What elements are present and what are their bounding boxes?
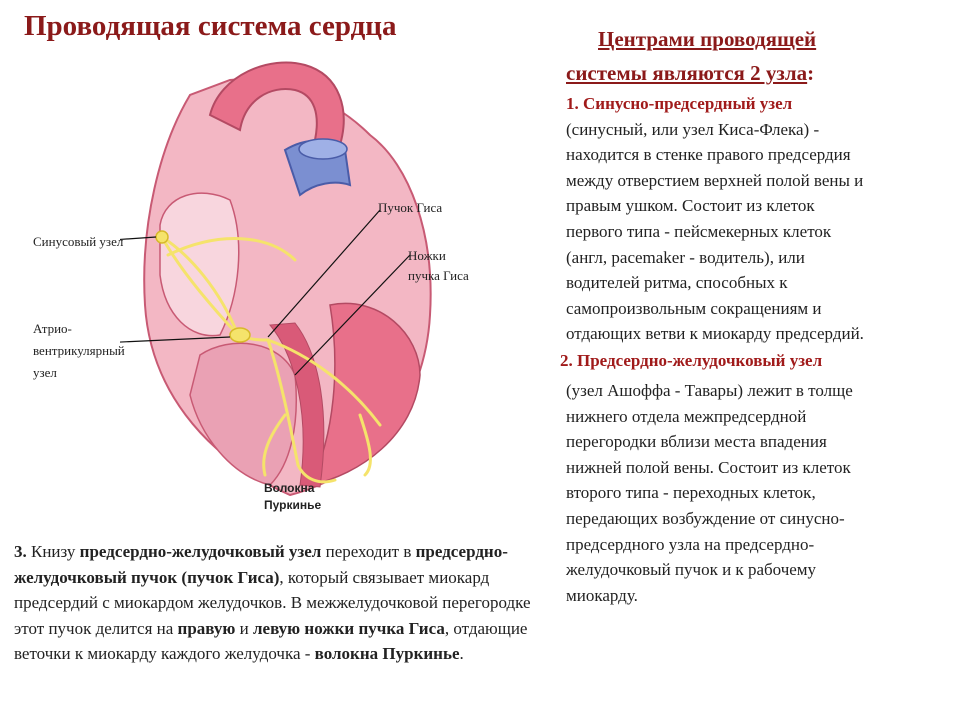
section3-bold: волокна Пуркинье [314, 644, 460, 664]
section-sinoatrial [566, 91, 946, 347]
section1-line: первого типа - пейсмекерных клеток [566, 221, 832, 241]
right-ventricle [190, 343, 296, 485]
section1-line: (синусный, или узел Киса-Флека) - [566, 119, 820, 139]
section3-text: и [235, 618, 253, 638]
section3-bold: предсердно-желудочковый узел [79, 542, 322, 561]
label-purkinje: Волокна Пуркинье [264, 481, 322, 512]
section3-text: , отдающие веточки к миокарду каждого желудочка - [14, 618, 528, 664]
label-sinus-node: Синусовый узел [33, 234, 124, 249]
section2-header: 2. Предсердно-желудочковый узел [560, 351, 823, 370]
section2-line: перегородки вблизи места впадения [566, 432, 827, 452]
section1-header: 1. Синусно-предсердный узел [566, 94, 793, 113]
label-av-node: Атрио-вентрикулярный узел [33, 321, 125, 380]
section2-line: желудочковый пучок и к рабочему [566, 560, 817, 580]
section3-bold: левую ножки пучка Гиса [253, 618, 445, 638]
section2-header-wrap [560, 348, 940, 374]
section2-line: (узел Ашоффа - Тавары) лежит в толще [566, 381, 853, 400]
section-atrioventricular [566, 378, 936, 608]
label-his-bundle: Пучок Гиса [378, 200, 443, 215]
section2-line: предсердного узла на предсердно- [566, 534, 815, 554]
section2-line: миокарду. [566, 585, 638, 605]
subtitle-colon: : [807, 61, 815, 85]
section3-text: Книзу [26, 542, 80, 561]
sinus-node-mark [156, 231, 168, 243]
section1-line: правым ушком. Состоит из клеток [566, 196, 815, 216]
section3-text: . [459, 644, 464, 664]
section3-bold: правую [177, 618, 236, 638]
section1-line: (англ, pacemaker - водитель), или [566, 247, 805, 267]
section2-line: передающих возбуждение от синусно- [566, 508, 845, 528]
label-bundle-legs: Ножки пучка Гиса [408, 248, 469, 283]
section1-line: отдающих ветви к миокарду предсердий. [566, 324, 864, 344]
slide-title: Проводящая система сердца [24, 10, 397, 42]
av-node-mark [230, 328, 250, 342]
section1-line: находится в стенке правого предсердия [566, 145, 851, 165]
heart-diagram [120, 55, 450, 500]
section3-text: , который связывает миокард предсердий с миокардом желудочков. В межжелудочковой перегородке этот пучок делится на [14, 567, 531, 638]
section-his-bundle [14, 539, 544, 667]
section2-line: нижней полой вены. Состоит из клеток [566, 457, 851, 477]
vessel-opening [299, 139, 347, 159]
section2-line: нижнего отдела межпредсердной [566, 406, 807, 426]
subtitle [560, 22, 890, 90]
section2-line: второго типа - переходных клеток, [566, 483, 816, 503]
section1-line: между отверстием верхней полой вены и [566, 170, 864, 190]
subtitle-line2: системы являются 2 узла [566, 61, 808, 85]
subtitle-line1: Центрами проводящей [598, 27, 817, 51]
heart-illustration [120, 55, 450, 500]
section3-text: переходит в [321, 542, 416, 561]
section3-number: 3. [14, 542, 27, 561]
section3-bold: предсердно-желудочковый пучок (пучок Гиса) [14, 542, 508, 587]
section1-line: самопроизвольным сокращениям и [566, 298, 822, 318]
section1-line: водителей ритма, способных к [566, 273, 788, 293]
